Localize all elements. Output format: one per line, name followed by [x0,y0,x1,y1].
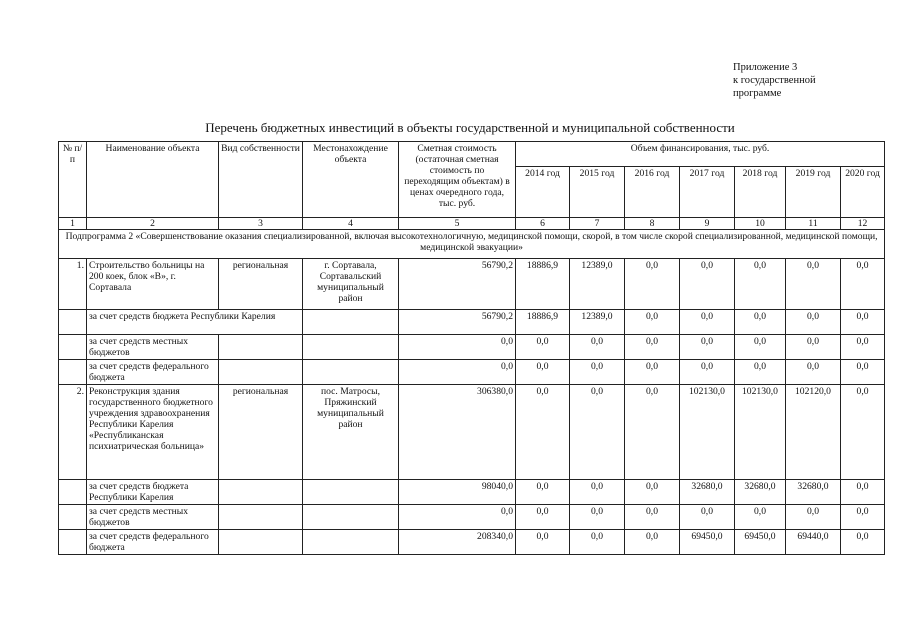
object-number: 2. [59,385,87,480]
value-2015: 0,0 [570,480,625,505]
source-cost: 208340,0 [399,530,516,555]
investment-table [58,141,885,555]
value-2014: 0,0 [516,505,570,530]
appendix-line: к государственной [733,75,816,86]
source-name: за счет средств бюджета Республики Карелия [87,480,219,505]
header-year: 2018 год [735,167,786,218]
column-number: 1 [59,218,87,230]
value-2014: 18886,9 [516,259,570,310]
value-2016: 0,0 [625,310,680,335]
source-cost: 0,0 [399,505,516,530]
value-2015: 0,0 [570,385,625,480]
object-ownership: региональная [219,259,303,310]
value-2017: 102130,0 [680,385,735,480]
header-year: 2019 год [786,167,841,218]
source-name: за счет средств федерального бюджета [87,360,219,385]
column-number: 9 [680,218,735,230]
value-2016: 0,0 [625,505,680,530]
value-2015: 12389,0 [570,310,625,335]
value-2016: 0,0 [625,385,680,480]
value-2017: 0,0 [680,335,735,360]
value-2014: 0,0 [516,530,570,555]
value-2019: 0,0 [786,335,841,360]
header-row [59,142,885,167]
appendix-line: Приложение 3 [733,62,798,73]
source-name: за счет средств местных бюджетов [87,335,219,360]
object-row [59,259,885,310]
column-number: 4 [303,218,399,230]
header-cost: Сметная стоимость (остаточная сметная стоимость по переходящим объектам) в ценах очередного года, тыс. руб. [399,142,516,218]
object-cost: 56790,2 [399,259,516,310]
source-cost: 0,0 [399,360,516,385]
source-row [59,335,885,360]
source-row [59,480,885,505]
appendix-line: программе [733,88,782,99]
document-title: Перечень бюджетных инвестиций в объекты государственной и муниципальной собственности [205,120,735,135]
value-2019: 0,0 [786,259,841,310]
object-name: Строительство больницы на 200 коек, блок «В», г. Сортавала [87,259,219,310]
subprogram-row [59,230,885,259]
value-2020: 0,0 [841,310,885,335]
source-cost: 98040,0 [399,480,516,505]
header-funding: Объем финансирования, тыс. руб. [516,142,885,167]
header-year: 2015 год [570,167,625,218]
header-no: № п/п [59,142,87,218]
value-2015: 0,0 [570,360,625,385]
object-cost: 306380,0 [399,385,516,480]
object-row [59,385,885,480]
value-2020: 0,0 [841,530,885,555]
source-row [59,505,885,530]
value-2020: 0,0 [841,385,885,480]
value-2016: 0,0 [625,480,680,505]
value-2018: 0,0 [735,335,786,360]
value-2014: 0,0 [516,335,570,360]
column-number: 2 [87,218,219,230]
source-row [59,310,885,335]
object-name: Реконструкция здания государственного бюджетного учреждения здравоохранения Республики Карелия «Республиканская психиатрическая больница» [87,385,219,480]
source-row [59,360,885,385]
column-number: 11 [786,218,841,230]
value-2020: 0,0 [841,480,885,505]
value-2017: 0,0 [680,505,735,530]
value-2014: 0,0 [516,480,570,505]
value-2016: 0,0 [625,530,680,555]
value-2016: 0,0 [625,335,680,360]
value-2020: 0,0 [841,505,885,530]
value-2020: 0,0 [841,335,885,360]
value-2017: 0,0 [680,360,735,385]
header-year: 2017 год [680,167,735,218]
header-ownership: Вид собственности [219,142,303,218]
header-location: Местонахождение объекта [303,142,399,218]
value-2018: 0,0 [735,360,786,385]
value-2015: 12389,0 [570,259,625,310]
value-2018: 0,0 [735,505,786,530]
source-name: за счет средств бюджета Республики Карелия [87,310,303,335]
value-2019: 32680,0 [786,480,841,505]
appendix-note [733,61,816,100]
value-2016: 0,0 [625,259,680,310]
source-cost: 56790,2 [399,310,516,335]
column-number: 8 [625,218,680,230]
value-2014: 18886,9 [516,310,570,335]
value-2015: 0,0 [570,505,625,530]
header-year: 2016 год [625,167,680,218]
value-2020: 0,0 [841,360,885,385]
value-2016: 0,0 [625,360,680,385]
value-2019: 0,0 [786,505,841,530]
value-2019: 102120,0 [786,385,841,480]
source-name: за счет средств федерального бюджета [87,530,219,555]
value-2018: 69450,0 [735,530,786,555]
value-2017: 0,0 [680,310,735,335]
header-name: Наименование объекта [87,142,219,218]
object-ownership: региональная [219,385,303,480]
header-year: 2014 год [516,167,570,218]
value-2018: 0,0 [735,310,786,335]
column-numbers-row [59,218,885,230]
value-2015: 0,0 [570,530,625,555]
header-year: 2020 год [841,167,885,218]
value-2019: 69440,0 [786,530,841,555]
column-number: 10 [735,218,786,230]
value-2014: 0,0 [516,385,570,480]
column-number: 7 [570,218,625,230]
source-cost: 0,0 [399,335,516,360]
value-2020: 0,0 [841,259,885,310]
value-2018: 0,0 [735,259,786,310]
value-2018: 102130,0 [735,385,786,480]
object-number: 1. [59,259,87,310]
value-2019: 0,0 [786,310,841,335]
column-number: 3 [219,218,303,230]
source-name: за счет средств местных бюджетов [87,505,219,530]
value-2015: 0,0 [570,335,625,360]
object-location: пос. Матросы, Пряжинский муниципальный район [303,385,399,480]
column-number: 5 [399,218,516,230]
value-2014: 0,0 [516,360,570,385]
column-number: 6 [516,218,570,230]
value-2017: 32680,0 [680,480,735,505]
object-location: г. Сортавала, Сортавальский муниципальный район [303,259,399,310]
value-2017: 69450,0 [680,530,735,555]
value-2017: 0,0 [680,259,735,310]
value-2019: 0,0 [786,360,841,385]
subprogram-title: Подпрограмма 2 «Совершенствование оказания специализированной, включая высокотехнологичную, медицинской помощи, скорой, в том числе скорой специализированной, медицинской помощи, медицинской эвакуации» [59,230,885,259]
value-2018: 32680,0 [735,480,786,505]
source-row [59,530,885,555]
column-number: 12 [841,218,885,230]
